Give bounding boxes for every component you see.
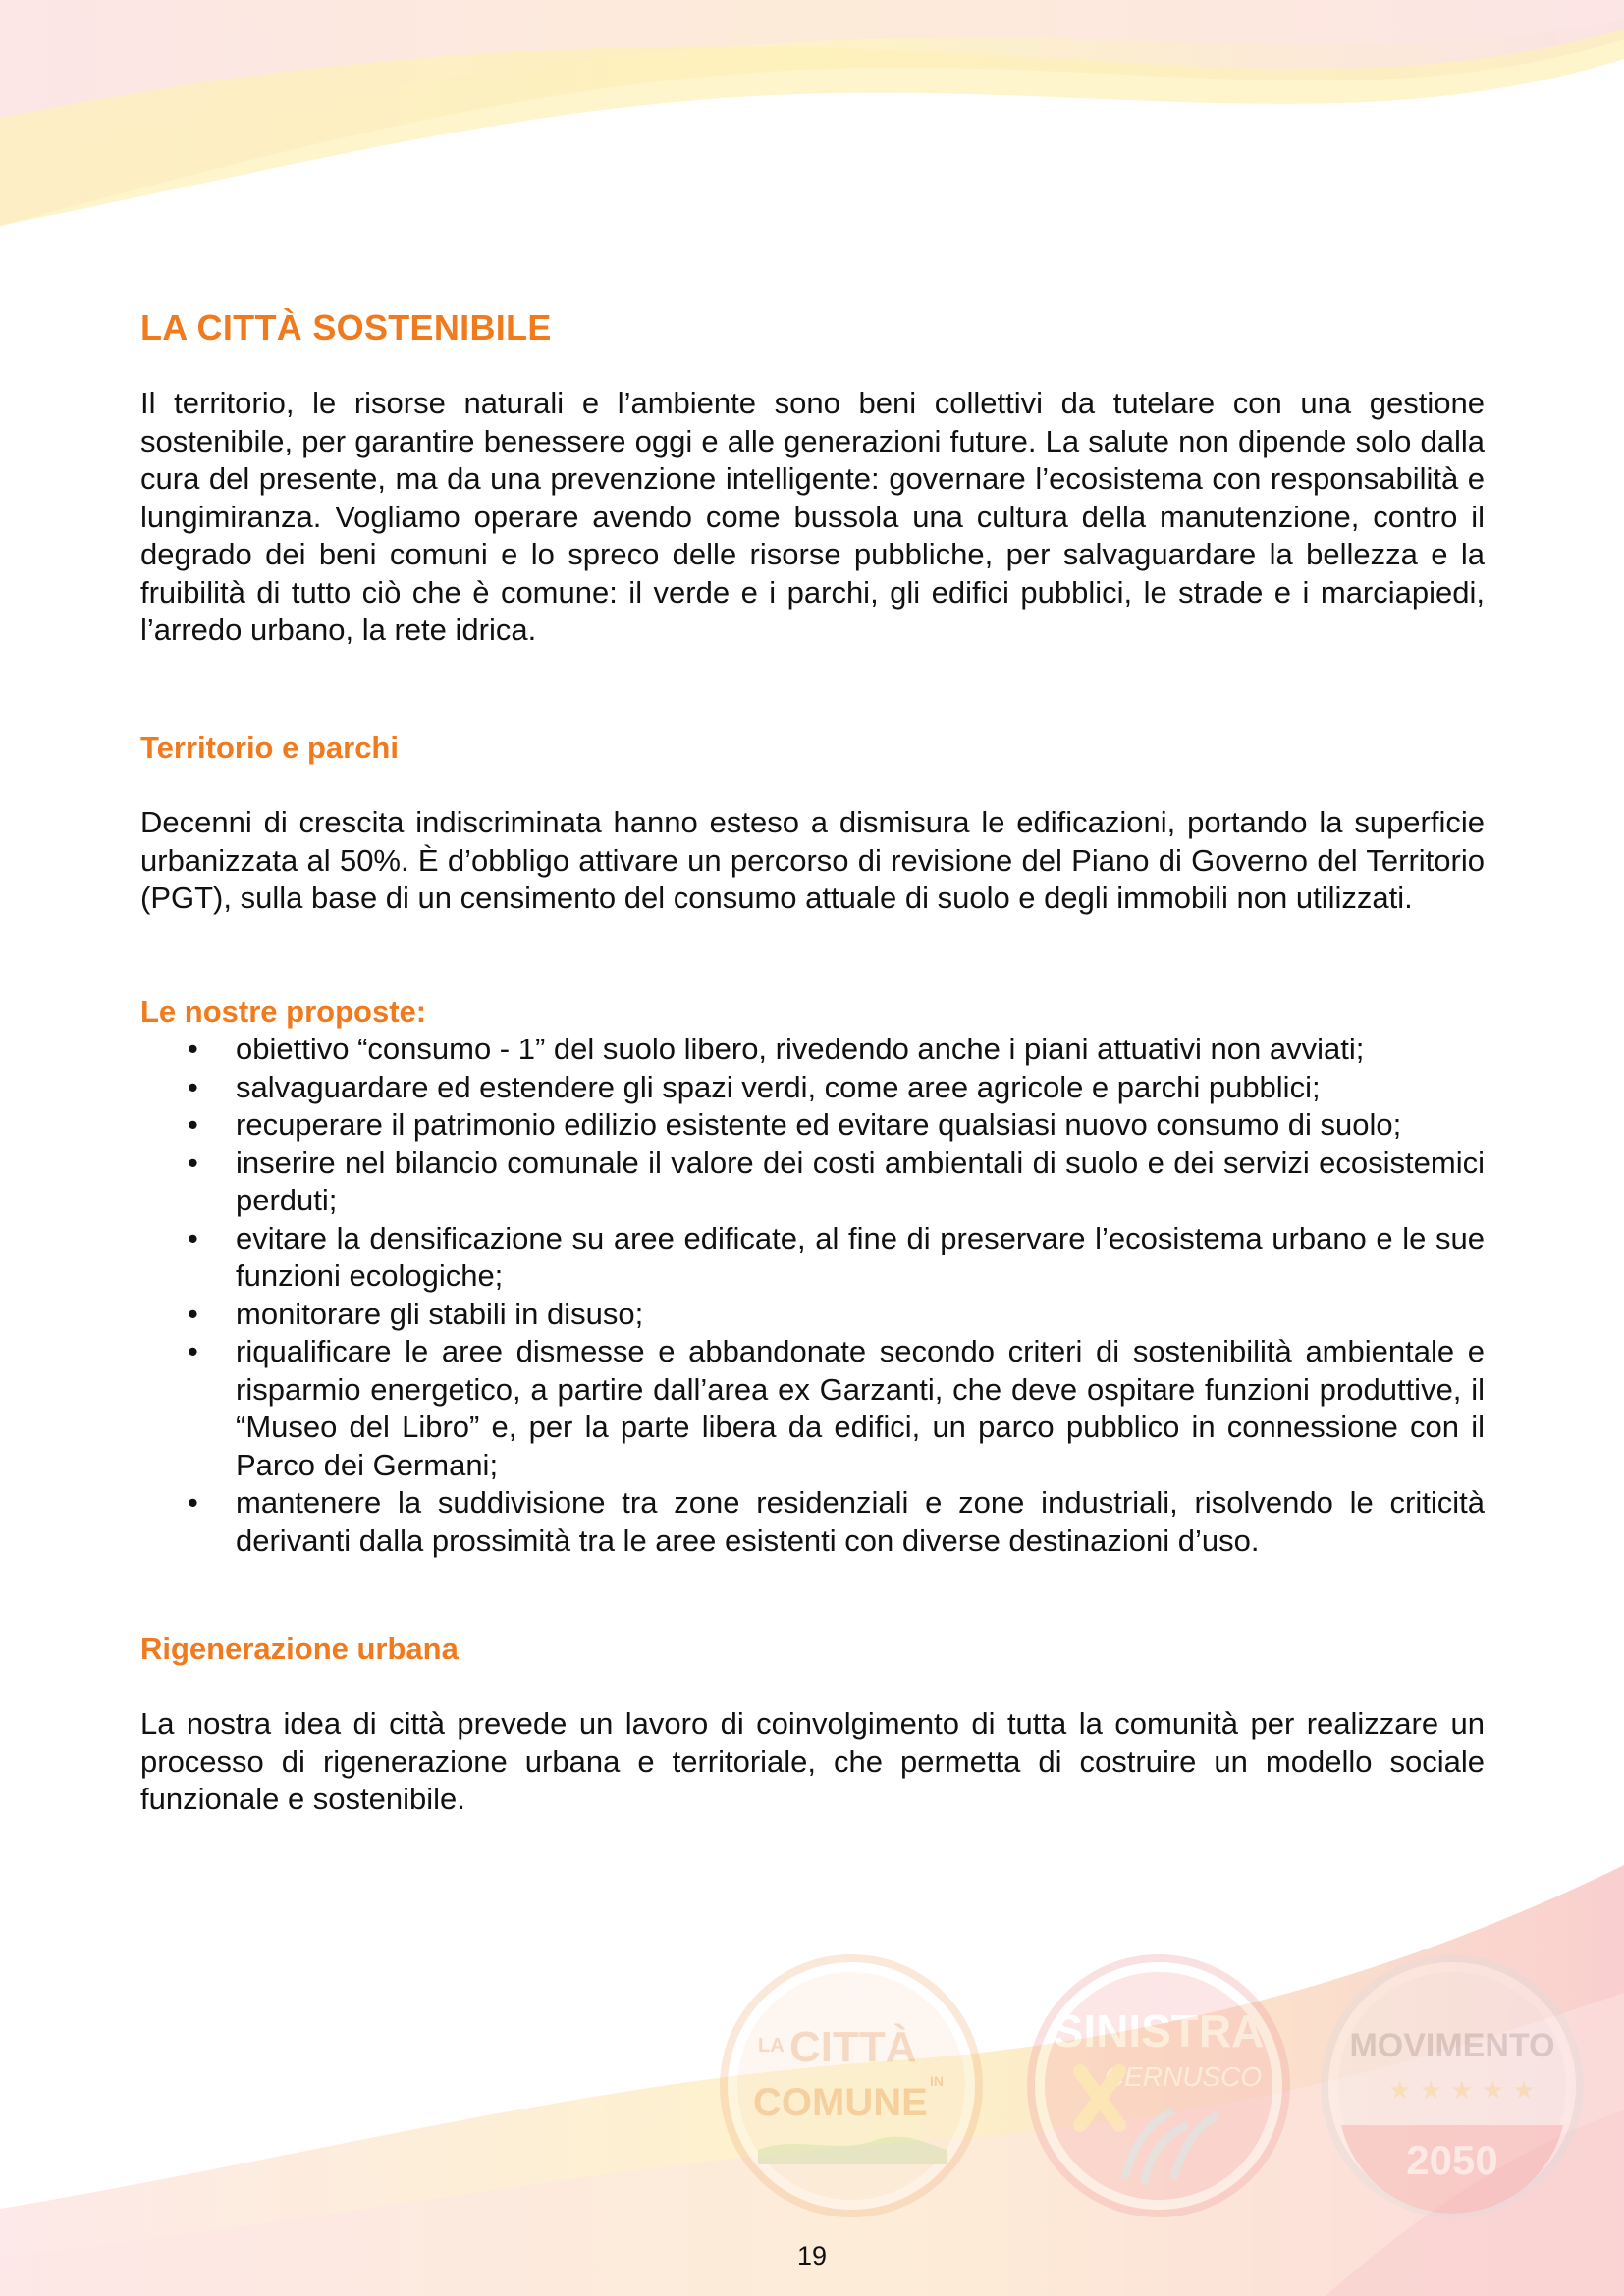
list-item: • recuperare il patrimonio edilizio esistente ed evitare qualsiasi nuovo consumo di suolo;: [140, 1106, 1485, 1145]
list-item: • obiettivo “consumo - 1” del suolo libero, rivedendo anche i piani attuativi non avviati;: [140, 1031, 1485, 1069]
svg-text:IN: IN: [930, 2073, 944, 2089]
bullet-icon: •: [188, 1032, 198, 1066]
list-item: • mantenere la suddivisione tra zone residenziali e zone industriali, risolvendo le criticità derivanti dalla prossimità tra le aree esistenti con diverse destinazioni d’uso.: [188, 1485, 1485, 1558]
bullet-icon: •: [188, 1107, 198, 1142]
svg-text:CERNUSCO: CERNUSCO: [1104, 2061, 1263, 2092]
party-logos: [719, 1953, 1602, 2228]
svg-text:2050: 2050: [1406, 2137, 1498, 2183]
section-heading-rigenerazione: Rigenerazione urbana: [140, 1631, 459, 1666]
bullet-icon: •: [188, 1069, 198, 1104]
list-item: • salvaguardare ed estendere gli spazi verdi, come aree agricole e parchi pubblici;: [140, 1069, 1485, 1107]
proposals-heading: Le nostre proposte:: [140, 994, 427, 1029]
svg-text:MOVIMENTO: MOVIMENTO: [1349, 2027, 1555, 2064]
bullet-icon: •: [188, 1145, 198, 1180]
svg-text:SINISTRA: SINISTRA: [1053, 2005, 1265, 2056]
list-item: • monitorare gli stabili in disuso;: [140, 1296, 1485, 1334]
svg-text:CITTÀ: CITTÀ: [789, 2023, 917, 2071]
section-heading-territorio: Territorio e parchi: [140, 730, 399, 765]
territorio-paragraph: Decenni di crescita indiscriminata hanno esteso a dismisura le edificazioni, portando la superficie urbanizzata al 50%. È d’obbligo attivare un percorso di revisione del Piano di Governo del Territorio (PGT), sulla base di un censimento del consumo attuale di suolo e degli immobili non utilizzati.: [140, 805, 1485, 915]
proposals-list: [140, 1031, 1485, 1560]
movimento-2050-logo: [1320, 1953, 1585, 2218]
page-title: LA CITTÀ SOSTENIBILE: [140, 307, 552, 347]
page-number: 19: [796, 2241, 828, 2270]
bullet-icon: •: [188, 1296, 198, 1331]
list-item: • riqualificare le aree dismesse e abbandonate secondo criteri di sostenibilità ambientale e risparmio energetico, a partire dall’area ex Garzanti, che deve ospitare funzioni produttive, il “Museo del Libro” e, per la parte libera da edifici, un parco pubblico in connessione con il Parco dei Germani;: [188, 1334, 1485, 1482]
svg-text:COMUNE: COMUNE: [753, 2081, 928, 2124]
sinistra-cernusco-logo: [1026, 1953, 1291, 2218]
la-citta-in-comune-logo: [719, 1953, 984, 2218]
bullet-icon: •: [188, 1334, 198, 1368]
list-item: • evitare la densificazione su aree edificate, al fine di preservare l’ecosistema urbano e le sue funzioni ecologiche;: [188, 1220, 1485, 1293]
svg-text:LA: LA: [758, 2035, 785, 2056]
rigenerazione-paragraph: La nostra idea di città prevede un lavoro di coinvolgimento di tutta la comunità per realizzare un processo di rigenerazione urbana e territoriale, che permetta di costruire un modello sociale funzionale e sostenibile.: [140, 1706, 1485, 1816]
bullet-icon: •: [188, 1220, 198, 1255]
list-item: • inserire nel bilancio comunale il valore dei costi ambientali di suolo e dei servizi ecosistemici perduti;: [188, 1145, 1485, 1217]
bullet-icon: •: [188, 1485, 198, 1520]
svg-text:★ ★ ★ ★ ★: ★ ★ ★ ★ ★: [1388, 2076, 1536, 2106]
intro-paragraph: Il territorio, le risorse naturali e l’ambiente sono beni collettivi da tutelare con una gestione sostenibile, per garantire benessere oggi e alle generazioni future. La salute non dipende solo dalla cura del presente, ma da una prevenzione intelligente: governare l’ecosistema con responsabilità e lungimiranza. Vogliamo operare avendo come bussola una cultura della manutenzione, contro il degrado dei beni comuni e lo spreco delle risorse pubbliche, per salvaguardare la bellezza e la fruibilità di tutto ciò che è comune: il verde e i parchi, gli edifici pubblici, le strade e i marciapiedi, l’arredo urbano, la rete idrica.: [140, 386, 1485, 647]
